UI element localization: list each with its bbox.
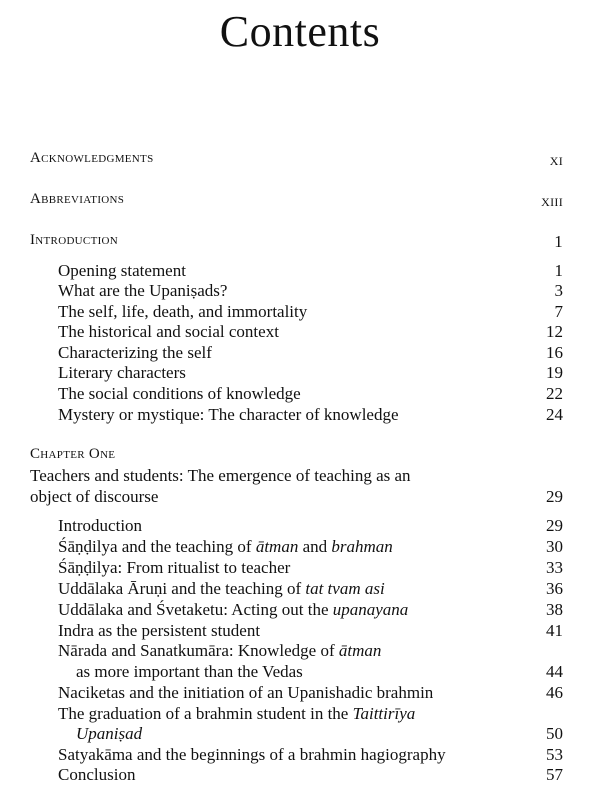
toc-entry-label: The social conditions of knowledge bbox=[58, 384, 301, 403]
toc-entry-chapter-one[interactable] bbox=[0, 487, 600, 507]
toc-entry-label: Characterizing the self bbox=[58, 343, 212, 362]
chapter-title-line[interactable]: Teachers and students: The emergence of teaching as an bbox=[30, 466, 411, 485]
toc-page-number: 1 bbox=[554, 232, 563, 251]
toc-entry-label: Uddālaka Āruṇi and the teaching of tat tvam asi bbox=[58, 579, 385, 598]
toc-page-number: 53 bbox=[546, 745, 563, 764]
toc-page-number: 30 bbox=[546, 537, 563, 556]
toc-entry[interactable] bbox=[0, 683, 600, 703]
toc-page-number: 3 bbox=[554, 281, 563, 300]
toc-entry[interactable] bbox=[0, 384, 600, 404]
toc-entry-abbreviations[interactable] bbox=[0, 191, 600, 211]
chapter-title-line: object of discourse bbox=[30, 487, 159, 506]
toc-entry-label: Mystery or mystique: The character of knowledge bbox=[58, 405, 399, 424]
toc-entry[interactable] bbox=[0, 745, 600, 765]
toc-page-number: 16 bbox=[546, 343, 563, 362]
toc-entry-label: Literary characters bbox=[58, 363, 186, 382]
toc-page-number: 12 bbox=[546, 322, 563, 341]
toc-page-number: 33 bbox=[546, 558, 563, 577]
toc-page-number: 50 bbox=[546, 724, 563, 743]
toc-entry-label: Uddālaka and Śvetaketu: Acting out the upanayana bbox=[58, 600, 409, 619]
toc-entry[interactable] bbox=[0, 765, 600, 785]
toc-entry-label: What are the Upaniṣads? bbox=[58, 281, 228, 300]
toc-entry-continuation[interactable] bbox=[0, 724, 600, 744]
toc-page-number: 7 bbox=[554, 302, 563, 321]
toc-entry-label: Conclusion bbox=[58, 765, 136, 784]
toc-page-number: 29 bbox=[546, 516, 563, 535]
chapter-number: Chapter One bbox=[30, 446, 116, 462]
toc-entry-label: Satyakāma and the beginnings of a brahmin hagiography bbox=[58, 745, 446, 764]
toc-entry-label: Naciketas and the initiation of an Upanishadic brahmin bbox=[58, 683, 434, 702]
toc-page-number: 44 bbox=[546, 662, 563, 681]
toc-entry[interactable] bbox=[0, 537, 600, 557]
toc-entry-acknowledgments[interactable] bbox=[0, 150, 600, 170]
toc-page-number: 1 bbox=[554, 261, 563, 280]
toc-entry-label: Opening statement bbox=[58, 261, 186, 280]
toc-page-number: 24 bbox=[546, 405, 563, 424]
toc-page-number: 38 bbox=[546, 600, 563, 619]
toc-page-number: 46 bbox=[546, 683, 563, 702]
toc-entry[interactable] bbox=[0, 641, 600, 661]
toc-entry-label: Śāṇḍilya: From ritualist to teacher bbox=[58, 558, 291, 577]
toc-page-number: 29 bbox=[546, 487, 563, 506]
toc-page-number: 19 bbox=[546, 363, 563, 382]
toc-entry[interactable] bbox=[0, 281, 600, 301]
toc-entry-label: Indra as the persistent student bbox=[58, 621, 261, 640]
toc-page-number: 57 bbox=[546, 765, 563, 784]
page-title: Contents bbox=[219, 7, 381, 56]
toc-section-heading: Introduction bbox=[30, 232, 119, 248]
toc-entry[interactable] bbox=[0, 558, 600, 578]
toc-page-number: xi bbox=[549, 150, 563, 169]
toc-entry-label: Śāṇḍilya and the teaching of ātman and brahman bbox=[58, 537, 393, 556]
toc-page-number: 22 bbox=[546, 384, 563, 403]
toc-chapter-heading bbox=[0, 446, 600, 466]
toc-page-number: xiii bbox=[541, 191, 563, 210]
toc-entry-label: The graduation of a brahmin student in the Taittirīya bbox=[58, 704, 416, 723]
toc-entry-label: Introduction bbox=[58, 516, 143, 535]
toc-entry[interactable] bbox=[0, 343, 600, 363]
toc-entry-label: Nārada and Sanatkumāra: Knowledge of ātman bbox=[58, 641, 382, 660]
toc-entry[interactable] bbox=[0, 322, 600, 342]
toc-entry-label: Acknowledgments bbox=[30, 150, 154, 166]
toc-entry[interactable] bbox=[0, 600, 600, 620]
toc-entry-label: The self, life, death, and immortality bbox=[58, 302, 308, 321]
toc-entry[interactable] bbox=[0, 579, 600, 599]
toc-entry[interactable] bbox=[0, 261, 600, 281]
toc-entry[interactable] bbox=[0, 405, 600, 425]
toc-entry[interactable] bbox=[0, 621, 600, 641]
toc-entry-label: The historical and social context bbox=[58, 322, 279, 341]
toc-entry-label: Abbreviations bbox=[30, 191, 125, 207]
toc-entry[interactable] bbox=[0, 302, 600, 322]
toc-entry-continuation[interactable] bbox=[0, 662, 600, 682]
toc-entry[interactable] bbox=[0, 704, 600, 724]
toc-entry-introduction[interactable] bbox=[0, 232, 600, 252]
toc-entry-label: Upaniṣad bbox=[76, 724, 143, 743]
toc-page-number: 41 bbox=[546, 621, 563, 640]
toc-entry-label: as more important than the Vedas bbox=[76, 662, 303, 681]
toc-entry[interactable] bbox=[0, 363, 600, 383]
toc-entry[interactable] bbox=[0, 516, 600, 536]
toc-page-number: 36 bbox=[546, 579, 563, 598]
